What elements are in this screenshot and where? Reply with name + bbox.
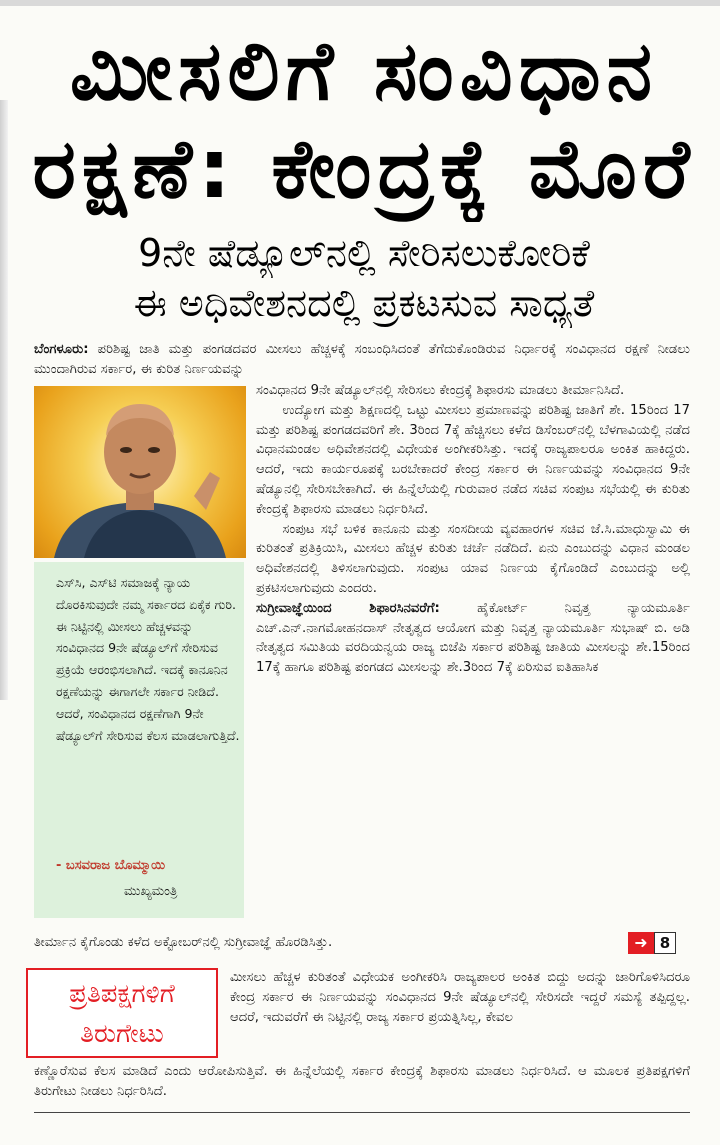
person-portrait-icon — [34, 386, 246, 558]
quote-author-title: ಮುಖ್ಯಮಂತ್ರಿ — [124, 884, 178, 899]
jump-page-number: 8 — [654, 932, 676, 954]
paragraph-4: ಹೈಕೋರ್ಟ್ ನಿವೃತ್ತ ನ್ಯಾಯಮೂರ್ತಿ ಎಚ್.ಎನ್.ನಾಗಮೋಹನದಾಸ್ ನೇತೃತ್ವದ ಆಯೋಗ ಮತ್ತು ನಿವೃತ್ತ ನ್ಯಾಯಮೂರ್ತಿ ಸುಭಾಷ್ ಬಿ. ಅಡಿ ನೇತೃತ್ವದ ಸಮಿತಿಯ ವರದಿಯನ್ವಯ ರಾಜ್ಯ ಬಿಜೆಪಿ ಸರ್ಕಾರ ಪರಿಶಿಷ್ಟ ಜಾತಿಯ ಮೀಸಲನ್ನು ಶೇ.15ರಿಂದ 17ಕ್ಕೆ ಹಾಗೂ ಪರಿಶಿಷ್ಟ ಪಂಗಡದ ಮೀಸಲನ್ನು ಶೇ.3ರಿಂದ 7ಕ್ಕೆ ಏರಿಸುವ ಐತಿಹಾಸಿಕ — [256, 600, 690, 676]
quote-box — [34, 562, 244, 918]
sidebar-text-2: ಕಣ್ಣೊರೆಸುವ ಕೆಲಸ ಮಾಡಿದೆ ಎಂದು ಆರೋಪಿಸುತ್ತಿವೆ. ಈ ಹಿನ್ನೆಲೆಯಲ್ಲಿ ಸರ್ಕಾರ ಕೇಂದ್ರಕ್ಕೆ ಶಿಫಾರಸು ಮಾಡಲು ನಿರ್ಧರಿಸಿದೆ. ಆ ಮೂಲಕ ಪ್ರತಿಪಕ್ಷಗಳಿಗೆ ತಿರುಗೇಟು ನೀಡಲು ನಿರ್ಧರಿಸಿದೆ. — [34, 1064, 690, 1099]
sidebar-headline-line-2: ತಿರುಗೇಟು — [80, 1019, 164, 1049]
top-rule — [0, 0, 720, 6]
quote-author: - ಬಸವರಾಜ ಬೊಮ್ಮಾಯಿ — [56, 858, 166, 873]
bottom-divider — [34, 1112, 690, 1113]
paragraph-2: ಉದ್ಯೋಗ ಮತ್ತು ಶಿಕ್ಷಣದಲ್ಲಿ ಒಟ್ಟು ಮೀಸಲು ಪ್ರಮಾಣವನ್ನು ಪರಿಶಿಷ್ಟ ಜಾತಿಗೆ ಶೇ. 15ರಿಂದ 17 ಮತ್ತು ಪರಿಶಿಷ್ಟ ಪಂಗಡದವರಿಗೆ ಶೇ. 3ರಿಂದ 7ಕ್ಕೆ ಹೆಚ್ಚಿಸಲು ಕಳೆದ ಡಿಸೆಂಬರ್‌ನಲ್ಲಿ ಬೆಳಗಾವಿಯಲ್ಲಿ ನಡೆದ ವಿಧಾನಮಂಡಲ ಅಧಿವೇಶನದಲ್ಲಿ ವಿಧೇಯಕ ಅಂಗೀಕರಿಸಿತ್ತು. ಇದಕ್ಕೆ ರಾಜ್ಯಪಾಲರೂ ಅಂಕಿತ ಹಾಕಿದ್ದರು. ಆದರೆ, ಇದು ಕಾರ್ಯರೂಪಕ್ಕೆ ಬರಬೇಕಾದರೆ ಕೇಂದ್ರ ಸರ್ಕಾರ ಈ ನಿರ್ಣಯವನ್ನು ಸಂವಿಧಾನದ 9ನೇ ಷೆಡ್ಯೂನಲ್ಲಿ ಸೇರಿಸಬೇಕಾಗಿದೆ. ಈ ಹಿನ್ನೆಲೆಯಲ್ಲಿ ಗುರುವಾರ ನಡೆದ ಸಚಿವ ಸಂಪುಟ ಸಭೆಯಲ್ಲಿ ಈ ಕುರಿತು ಕೇಂದ್ರಕ್ಕೆ ಶಿಫಾರಸು ಮಾಡಲು ನಿರ್ಧರಿಸಿದೆ. — [256, 402, 690, 517]
lead-text: ಪರಿಶಿಷ್ಟ ಜಾತಿ ಮತ್ತು ಪಂಗಡದವರ ಮೀಸಲು ಹೆಚ್ಚಳಕ್ಕೆ ಸಂಬಂಧಿಸಿದಂತೆ ತೆಗೆದುಕೊಂಡಿರುವ ನಿರ್ಧಾರಕ್ಕೆ ಸಂವಿಧಾನದ ರಕ್ಷಣೆ ನೀಡಲು ಮುಂದಾಗಿರುವ ಸರ್ಕಾರ, ಈ ಕುರಿತ ನಿರ್ಣಯವನ್ನು — [34, 342, 690, 377]
quote-text: ಎಸ್‌ಸಿ, ಎಸ್‌ಟಿ ಸಮಾಜಕ್ಕೆ ನ್ಯಾಯ ದೊರಕಿಸುವುದೇ ನಮ್ಮ ಸರ್ಕಾರದ ಏಕೈಕ ಗುರಿ. ಈ ನಿಟ್ಟಿನಲ್ಲಿ ಮೀಸಲು ಹೆಚ್ಚಳವನ್ನು ಸಂವಿಧಾನದ 9ನೇ ಷೆಡ್ಯೂಲ್‌ಗೆ ಸೇರಿಸುವ ಪ್ರಕ್ರಿಯೆ ಆರಂಭಿಸಲಾಗಿದೆ. ಇದಕ್ಕೆ ಕಾನೂನಿನ ರಕ್ಷಣೆಯನ್ನು ಈಗಾಗಲೇ ಸರ್ಕಾರ ನೀಡಿದೆ. ಆದರೆ, ಸಂವಿಧಾನದ ರಕ್ಷಣೆಗಾಗಿ 9ನೇ ಷೆಡ್ಯೂಲ್‌ಗೆ ಸೇರಿಸುವ ಕೆಲಸ ಮಾಡಲಾಗುತ್ತಿದೆ. — [56, 575, 240, 743]
subheadline-line-2: ಈ ಅಧಿವೇಶನದಲ್ಲಿ ಪ್ರಕಟಸುವ ಸಾಧ್ಯತೆ — [133, 281, 595, 325]
sidebar-headline-box — [26, 968, 218, 1058]
article-tail: ತೀರ್ಮಾನ ಕೈಗೊಂಡು ಕಳೆದ ಅಕ್ಟೋಬರ್‌ನಲ್ಲಿ ಸುಗ್ರೀವಾಜ್ಞೆ ಹೊರಡಿಸಿತ್ತು. — [34, 935, 333, 950]
sidebar-headline-line-1: ಪ್ರತಿಪಕ್ಷಗಳಿಗೆ — [69, 979, 175, 1009]
sidebar-text-1: ಮೀಸಲು ಹೆಚ್ಚಳ ಕುರಿತಂತೆ ವಿಧೇಯಕ ಅಂಗೀಕರಿಸಿ ರಾಜ್ಯಪಾಲರ ಅಂಕಿತ ಬಿದ್ದು ಅದನ್ನು ಜಾರಿಗೊಳಿಸಿದರೂ ಕೇಂದ್ರ ಸರ್ಕಾರ ಈ ನಿರ್ಣಯವನ್ನು ಸಂವಿಧಾನದ 9ನೇ ಷೆಡ್ಯೂಲ್‌ನಲ್ಲಿ ಸೇರಿಸದೇ ಇದ್ದರೆ ಸಮಸ್ಯೆ ತಪ್ಪಿದ್ದಲ್ಲ. ಆದರೆ, ಇದುವರೆಗೆ ಈ ನಿಟ್ಟಿನಲ್ಲಿ ರಾಜ್ಯ ಸರ್ಕಾರ ಪ್ರಯತ್ನಿಸಿಲ್ಲ, ಕೇವಲ — [230, 970, 690, 1025]
article-column — [256, 381, 690, 935]
continued-on-page[interactable] — [628, 932, 676, 954]
paragraph-3: ಸಂಪುಟ ಸಭೆ ಬಳಿಕ ಕಾನೂನು ಮತ್ತು ಸಂಸದೀಯ ವ್ಯವಹಾರಗಳ ಸಚಿವ ಜೆ.ಸಿ.ಮಾಧುಸ್ವಾಮಿ ಈ ಕುರಿತಂತೆ ಪ್ರತಿಕ್ರಿಯಿಸಿ, ಮೀಸಲು ಹೆಚ್ಚಳ ಕುರಿತು ಚರ್ಚೆ ನಡೆದಿದೆ. ಏನು ಎಂಬುದನ್ನು ವಿಧಾನ ಮಂಡಲ ಅಧಿವೇಶನದಲ್ಲಿ ತಿಳಿಸಲಾಗುವುದು. ಸಂಪುಟ ಯಾವ ನಿರ್ಣಯ ಕೈಗೊಂಡಿದೆ ಎಂಬುದನ್ನು ಅಲ್ಲಿ ಪ್ರಕಟಿಸಲಾಗುವುದು ಎಂದರು. — [256, 521, 690, 596]
arrow-right-icon: ➜ — [628, 932, 654, 954]
page-fold-shadow — [0, 100, 8, 700]
article-lead — [34, 340, 690, 380]
chief-minister-photo — [34, 386, 246, 558]
headline-line-1: ಮೀಸಲಿಗೆ ಸಂವಿಧಾನ — [69, 24, 659, 119]
paragraph-1: ಸಂವಿಧಾನದ 9ನೇ ಷೆಡ್ಯೂಲ್‌ನಲ್ಲಿ ಸೇರಿಸಲು ಕೇಂದ್ರಕ್ಕೆ ಶಿಫಾರಸು ಮಾಡಲು ತೀರ್ಮಾನಿಸಿದೆ. — [256, 383, 625, 398]
subheading-ordinance: ಸುಗ್ರೀವಾಜ್ಞೆಯಿಂದ ಶಿಫಾರಸಿನವರೆಗೆ: — [256, 600, 440, 616]
subheadline-line-1: 9ನೇ ಷೆಡ್ಯೂಲ್‌ನಲ್ಲಿ ಸೇರಿಸಲುಕೋರಿಕೆ — [138, 231, 590, 275]
dateline: ಬೆಂಗಳೂರು: — [34, 342, 89, 357]
headline-line-2: ರಕ್ಷಣೆ: ಕೇಂದ್ರಕ್ಕೆ ಮೊರೆ — [32, 122, 696, 217]
